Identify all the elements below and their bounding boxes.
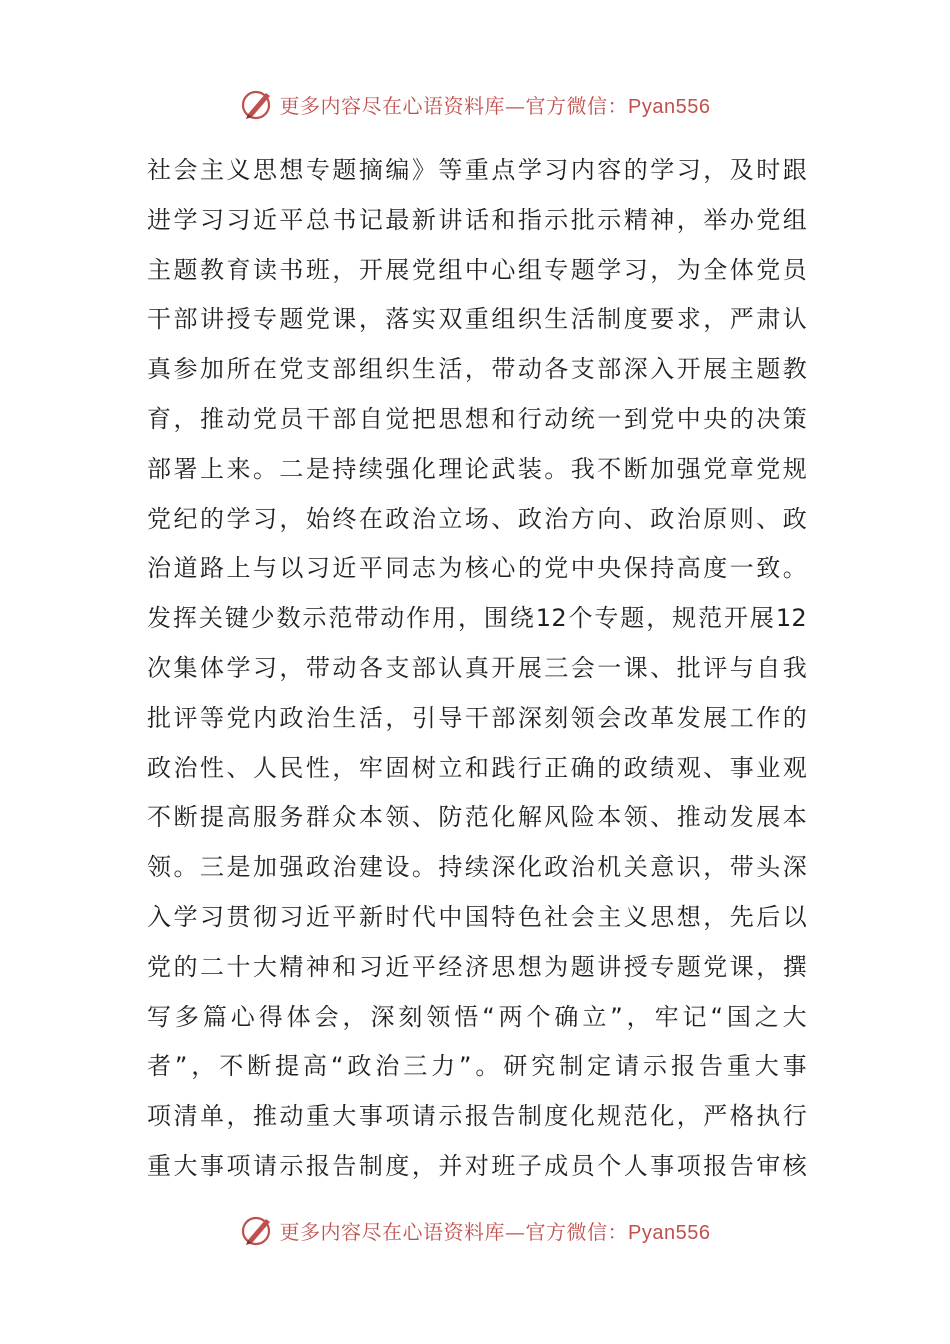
text-line: 育，推动党员干部自觉把思想和行动统一到党中央的决策 [147,404,807,433]
watermark-text [280,1216,711,1245]
text-line: 批评等党内政治生活，引导干部深刻领会改革发展工作的 [147,703,807,732]
text-line: 主题教育读书班，开展党组中心组专题学习，为全体党员 [147,255,807,284]
text-line: 领。三是加强政治建设。持续深化政治机关意识，带头深 [147,853,807,882]
text-line: 写多篇心得体会，深刻领悟“两个确立”，牢记“国之大 [147,1002,807,1031]
text-line: 治道路上与以习近平同志为核心的党中央保持高度一致。 [147,554,807,583]
text-line: 真参加所在党支部组织生活，带动各支部深入开展主题教 [147,355,807,384]
text-line: 者”，不断提高“政治三力”。研究制定请示报告重大事 [147,1052,807,1081]
text-line: 项清单，推动重大事项请示报告制度化规范化，严格执行 [147,1102,807,1131]
text-line: 进学习习近平总书记最新讲话和指示批示精神，举办党组 [147,205,807,234]
text-line: 不断提高服务群众本领、防范化解风险本领、推动发展本 [147,803,807,832]
header-watermark [0,86,950,122]
watermark-prefix: 更多内容尽在心语资料库—官方微信： [279,93,629,118]
watermark-prefix: 更多内容尽在心语资料库—官方微信： [279,1219,629,1244]
document-body [147,146,807,1192]
text-line: 社会主义思想专题摘编》等重点学习内容的学习，及时跟 [147,156,807,184]
text-line: 党纪的学习，始终在政治立场、政治方向、政治原则、政 [147,504,807,533]
watermark-wechat-id: Pyan556 [628,95,711,118]
watermark-text [280,90,711,119]
text-line: 发挥关键少数示范带动作用，围绕12个专题，规范开展12 [147,604,807,633]
footer-watermark [0,1212,950,1248]
pen-in-circle-icon [240,87,274,121]
watermark-wechat-id: Pyan556 [628,1221,711,1244]
text-line: 重大事项请示报告制度，并对班子成员个人事项报告审核 [147,1151,807,1180]
text-line: 部署上来。二是持续强化理论武装。我不断加强党章党规 [147,454,807,483]
pen-in-circle-icon [240,1213,274,1247]
text-line: 政治性、人民性，牢固树立和践行正确的政绩观、事业观 [147,753,807,782]
text-line: 党的二十大精神和习近平经济思想为题讲授专题党课，撰 [147,952,807,981]
text-line: 次集体学习，带动各支部认真开展三会一课、批评与自我 [147,653,807,682]
text-line: 入学习贯彻习近平新时代中国特色社会主义思想，先后以 [147,902,807,931]
text-line: 干部讲授专题党课，落实双重组织生活制度要求，严肃认 [147,305,807,334]
